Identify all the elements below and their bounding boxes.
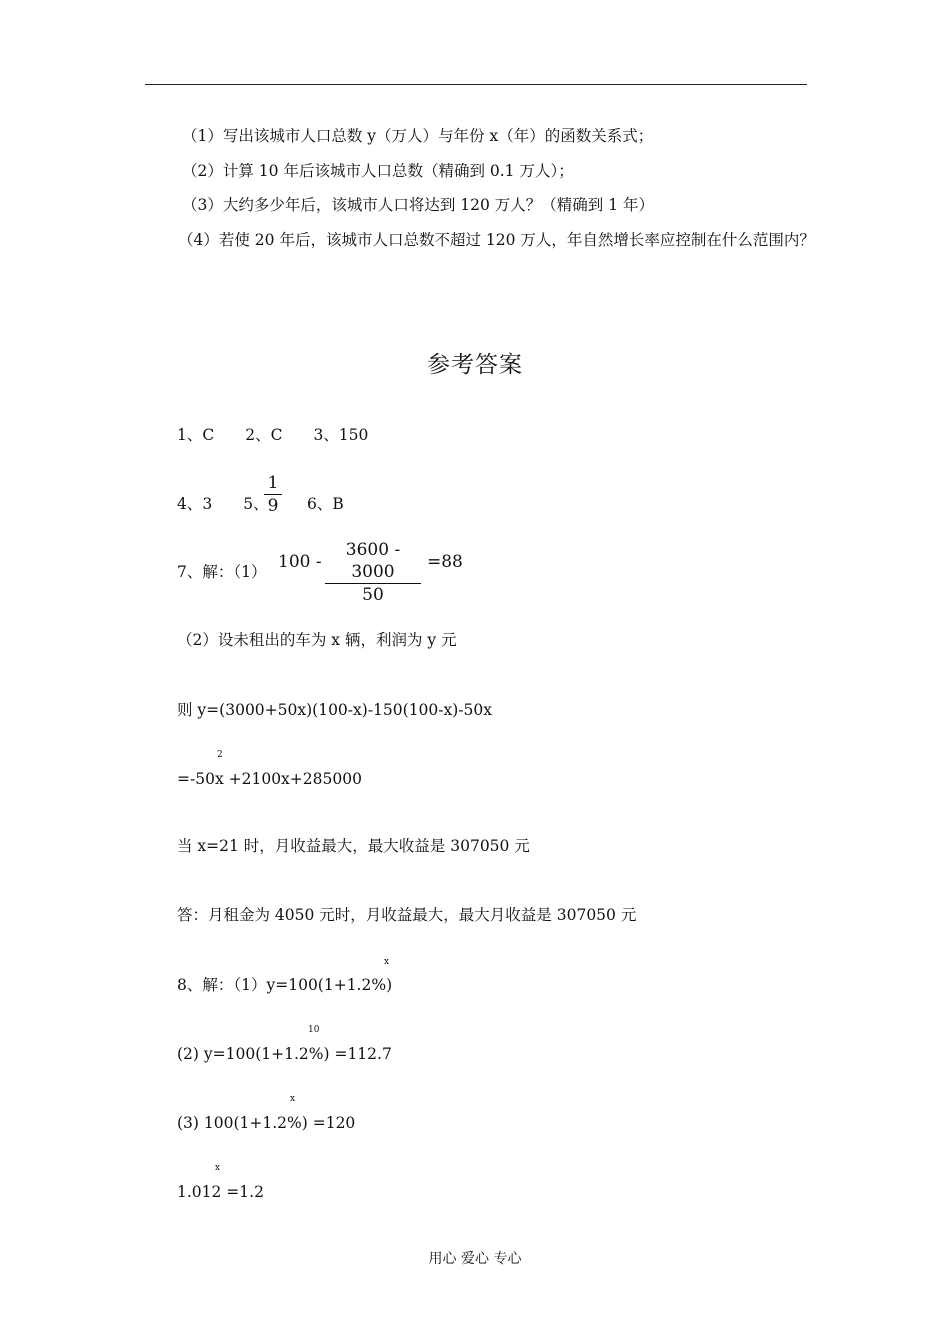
answer-line-2-suffix: 6、B [307,495,344,513]
answer-5-fraction [264,472,282,517]
answer-7-equation-2: =-50x +2100x+285000 [177,770,362,788]
answer-line-2-prefix: 4、3 5、 [177,495,269,513]
answer-8-line-4: 1.012 =1.2 [177,1183,264,1201]
answer-8-line-1: 8、解：（1）y=100(1+1.2%) [177,976,393,994]
answer-5-denominator: 9 [264,494,282,517]
answer-8-line-4-exponent: x [215,1163,221,1173]
answer-7-denominator: 50 [325,583,421,606]
question-3: （3）大约多少年后，该城市人口将达到 120 万人？（精确到 1 年） [182,196,655,214]
answers-title: 参考答案 [427,352,523,378]
page-footer: 用心 爱心 专心 [428,1251,522,1267]
answer-8-line-3-exponent: x [290,1094,296,1104]
answer-8-line-2: (2) y=100(1+1.2%) =112.7 [177,1045,392,1063]
answer-7-equation-1: 则 y=(3000+50x)(100-x)-150(100-x)-50x [177,701,493,719]
answer-line-1: 1、C 2、C 3、150 [177,426,369,444]
question-2: （2）计算 10 年后该城市人口总数（精确到 0.1 万人）； [182,162,574,180]
answer-7-part-2: （2）设未租出的车为 x 辆，利润为 y 元 [177,631,457,649]
answer-7-fraction [325,539,421,606]
answer-8-line-2-exponent: 10 [308,1025,320,1035]
answer-8-line-1-exponent: x [384,957,390,967]
answer-7-prefix: 7、解：（1） [177,563,267,581]
header-rule [145,84,807,85]
answer-7-result: =88 [427,552,463,572]
question-4: （4）若使 20 年后，该城市人口总数不超过 120 万人，年自然增长率应控制在什么范围内？ [178,231,815,249]
answer-7-expr-lead: 100 - [278,552,322,572]
question-1: （1）写出该城市人口总数 y（万人）与年份 x（年）的函数关系式； [182,127,654,145]
answer-5-numerator: 1 [267,473,279,493]
answer-7-numerator: 3600 - 3000 [345,540,401,582]
answer-7-equation-2-exponent: 2 [217,750,223,760]
answer-7-reply: 答：月租金为 4050 元时，月收益最大，最大月收益是 307050 元 [177,906,637,924]
answer-8-line-3: (3) 100(1+1.2%) =120 [177,1114,356,1132]
answer-7-when: 当 x=21 时，月收益最大，最大收益是 307050 元 [177,837,530,855]
